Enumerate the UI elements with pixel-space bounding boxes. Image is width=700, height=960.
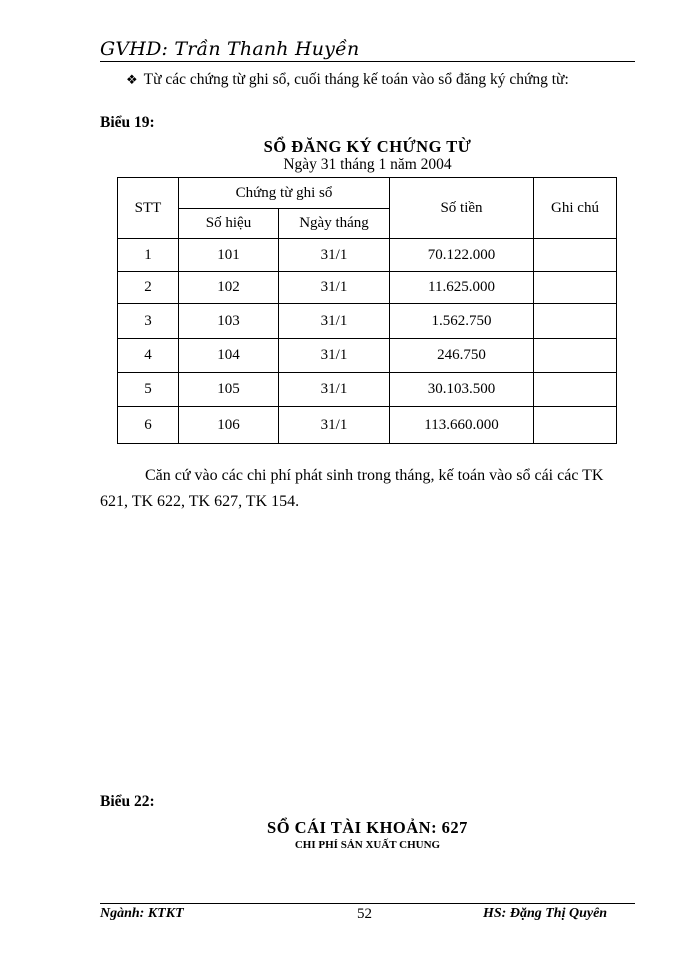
cell-date: 31/1 [279, 373, 390, 407]
cell-note [534, 304, 617, 339]
cell-note [534, 339, 617, 373]
cell-amount: 11.625.000 [390, 272, 534, 304]
cell-number: 102 [179, 272, 279, 304]
cell-date: 31/1 [279, 304, 390, 339]
cell-number: 104 [179, 339, 279, 373]
paragraph-line-1: Căn cứ vào các chi phí phát sinh trong tháng, kế toán vào sổ cái các TK [145, 467, 604, 484]
cell-note [534, 239, 617, 272]
cell-stt: 3 [118, 304, 179, 339]
header-date: Ngày tháng [279, 209, 390, 239]
cell-date: 31/1 [279, 272, 390, 304]
table-row [118, 304, 617, 339]
cell-amount: 30.103.500 [390, 373, 534, 407]
table-header-row [118, 178, 617, 209]
cell-amount: 113.660.000 [390, 407, 534, 444]
header-number: Số hiệu [179, 209, 279, 239]
cell-note [534, 407, 617, 444]
diamond-bullet-icon: ❖ [126, 72, 138, 87]
body-paragraph [100, 463, 635, 515]
header-note: Ghi chú [534, 178, 617, 239]
ledger-title: SỔ CÁI TÀI KHOẢN: 627 [267, 818, 468, 837]
header-stt: STT [118, 178, 179, 239]
register-date: Ngày 31 tháng 1 năm 2004 [283, 156, 452, 173]
cell-stt: 1 [118, 239, 179, 272]
header-instructor-name: GVHD: Trần Thanh Huyền [100, 38, 360, 60]
cell-date: 31/1 [279, 339, 390, 373]
intro-line [126, 71, 569, 89]
section-label-bieu-19: Biểu 19: [100, 114, 155, 131]
header-divider [100, 61, 635, 62]
voucher-register-table [117, 177, 617, 444]
cell-note [534, 373, 617, 407]
table-row [118, 239, 617, 272]
cell-date: 31/1 [279, 239, 390, 272]
footer-student: HS: Đặng Thị Quyên [483, 906, 608, 921]
cell-number: 106 [179, 407, 279, 444]
intro-text: Từ các chứng từ ghi sổ, cuối tháng kế toán vào sổ đăng ký chứng từ: [143, 71, 569, 88]
cell-note [534, 272, 617, 304]
table-row [118, 339, 617, 373]
cell-number: 105 [179, 373, 279, 407]
table-row [118, 272, 617, 304]
cell-number: 103 [179, 304, 279, 339]
ledger-subtitle: CHI PHÍ SẢN XUẤT CHUNG [294, 839, 441, 851]
section-label-bieu-22: Biểu 22: [100, 793, 155, 810]
cell-amount: 70.122.000 [390, 239, 534, 272]
cell-stt: 6 [118, 407, 179, 444]
header-voucher-group: Chứng từ ghi sổ [179, 178, 390, 209]
cell-amount: 246.750 [390, 339, 534, 373]
footer-major: Ngành: KTKT [100, 906, 184, 921]
cell-stt: 4 [118, 339, 179, 373]
register-title: SỔ ĐĂNG KÝ CHỨNG TỪ [263, 137, 472, 156]
cell-date: 31/1 [279, 407, 390, 444]
table-row [118, 373, 617, 407]
paragraph-line-2: 621, TK 622, TK 627, TK 154. [100, 493, 300, 510]
page-number: 52 [357, 906, 372, 922]
table-row [118, 407, 617, 444]
footer-divider [100, 903, 635, 904]
header-amount: Số tiền [390, 178, 534, 239]
cell-stt: 2 [118, 272, 179, 304]
cell-stt: 5 [118, 373, 179, 407]
cell-amount: 1.562.750 [390, 304, 534, 339]
cell-number: 101 [179, 239, 279, 272]
